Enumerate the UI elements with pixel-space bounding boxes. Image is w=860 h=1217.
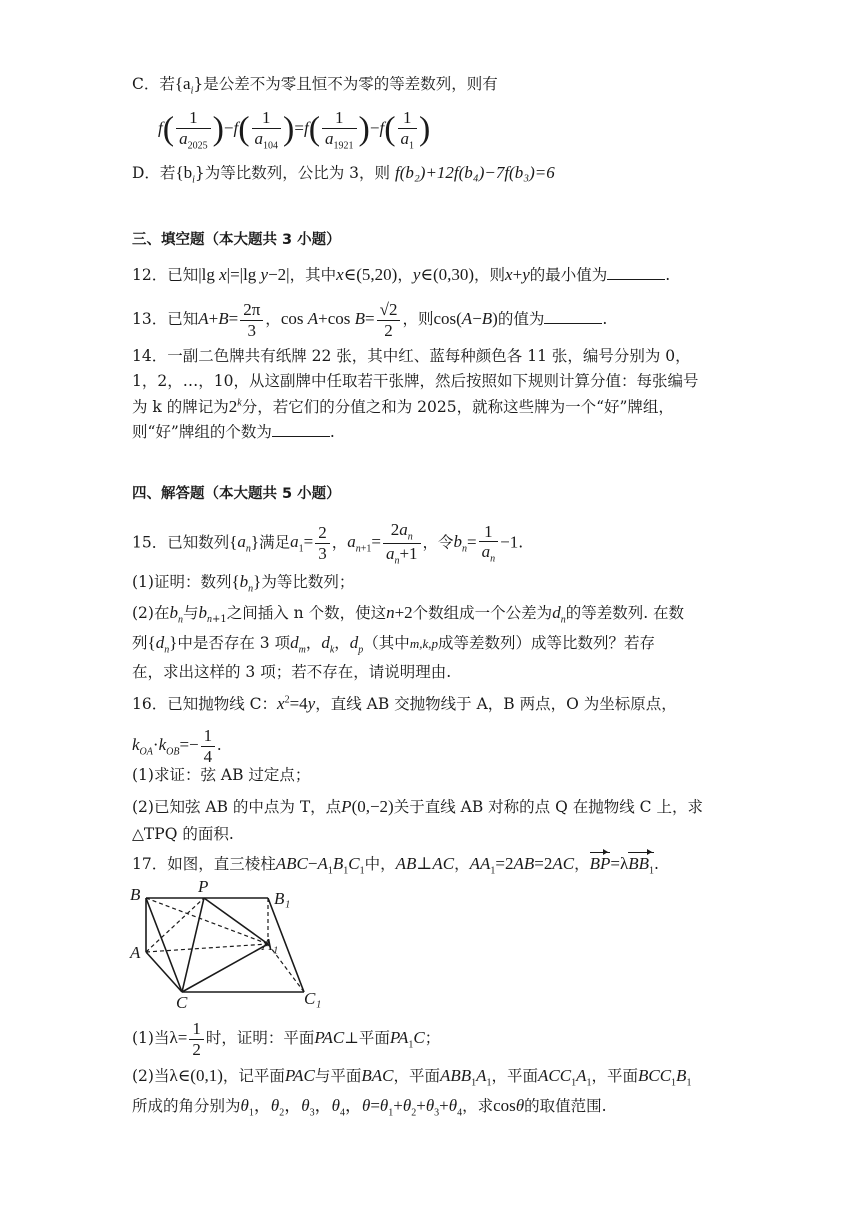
question-17-part-1: (1)当λ= $\frac{1}{2}$ 时，证明：平面PAC⊥平面$PA_1C$； (132, 1019, 441, 1059)
option-c: C．若$\{a_i\}$是公差不为零且恒不为零的等差数列，则有 (132, 74, 498, 97)
question-16-part-1: (1)求证：弦 AB 过定点； (132, 766, 311, 784)
question-14-line-2: 1，2，…，10，从这副牌中任取若干张牌，然后按照如下规则计算分值：每张编号 (132, 372, 699, 390)
edge-AC (146, 952, 182, 992)
label-C: C (176, 993, 188, 1010)
question-14-line-4: 则“好”牌组的个数为 . (132, 423, 335, 441)
question-13: 13．已知A+B= $\frac{2\pi}{3}$ ，cos A+cos B= $\frac{√2}{2}$ ，则cos(A−B)的值为 . (132, 300, 608, 340)
question-16-condition: $k_{OA}\cdot k_{OB}=-$ $\frac{1}{4}$ . (132, 726, 222, 766)
question-16-part-2-line-2: △TPQ 的面积. (132, 825, 234, 843)
label-C1: C₁ (304, 989, 322, 1008)
section-3-title: 三、填空题（本大题共 3 小题） (132, 232, 341, 248)
question-15-part-2: (2)在$b_n$与$b_{n+1}$之间插入 n 个数，使这n+2个数组成一个公差为$d_n$的等差数列. 在数 (132, 603, 685, 626)
question-16: 16．已知抛物线 C：$x^2=4y$，直线 AB 交抛物线于 A，B 两点，O 为坐标原点， (132, 694, 677, 713)
question-17: 17．如图，直三棱柱$ABC-A_1B_1C_1$中，AB⊥AC，$AA_1=2AB=2AC$，BP=λBB$_1$. (132, 854, 659, 877)
question-15: 15．已知数列$\{a_n\}$满足$a_1=$ $\frac{2}{3}$ ，$a_{n+1}=$ $\frac{2a_n}{a_n+1}$ ，令$b_n=$ $\frac{1}{a_n}$ −1. (132, 520, 524, 567)
prism-figure (128, 878, 328, 1010)
label-P: P (198, 878, 209, 896)
answer-blank[interactable] (272, 422, 330, 437)
label-A: A (130, 943, 141, 962)
answer-blank[interactable] (607, 265, 665, 280)
option-c-formula: f( $\frac{1}{a_{2025}}$ )−f( $\frac{1}{a_{104}}$ )=f( $\frac{1}{a_{1921}}$ )−f( $\frac{1}{a_1}$ ) (158, 108, 431, 151)
question-16-part-2: (2)已知弦 AB 的中点为 T，点P(0,−2)关于直线 AB 对称的点 Q 在抛物线 C 上，求 (132, 797, 703, 816)
answer-blank[interactable] (544, 309, 602, 324)
question-12: 12．已知|lg x|=|lg y−2|，其中x∈(5,20)，y∈(0,30)，则x+y的最小值为 . (132, 265, 671, 284)
question-15-part-1: (1)证明：数列$\{b_n\}$为等比数列； (132, 572, 355, 595)
question-15-part-2-line-2: 列$\{d_n\}$中是否存在 3 项$d_m$，$d_k$，$d_p$（其中m,k,p成等差数列）成等比数列？若存 (132, 633, 655, 656)
section-4-title: 四、解答题（本大题共 5 小题） (132, 486, 341, 502)
edge-A1C (182, 944, 268, 992)
edge-AP (146, 898, 204, 952)
edge-BC (146, 898, 182, 992)
option-d: D．若$\{b_i\}$为等比数列，公比为 3，则 f(b₂)+12f(b₄)−7f(b₃)=6 (132, 163, 555, 186)
question-15-part-2-line-3: 在，求出这样的 3 项；若不存在，请说明理由. (132, 663, 452, 681)
question-14-line-3: 为 k 的牌记为2$^k$分，若它们的分值之和为 2025，就称这些牌为一个“好”牌组， (132, 397, 674, 416)
label-B: B (130, 885, 141, 904)
edge-BA1 (146, 898, 268, 944)
question-17-part-2-line-2: 所成的角分别为$\theta_1$，$\theta_2$，$\theta_3$，$\theta_4$，$\theta=\theta_1+\theta_2+\theta_3+\theta_4$，求cosθ的取值范围. (132, 1096, 607, 1119)
label-B1-wrap: B₁ (274, 889, 291, 908)
question-14-line-1: 14．一副二色牌共有纸牌 22 张，其中红、蓝每种颜色各 11 张，编号分别为 0， (132, 347, 691, 365)
question-17-part-2: (2)当λ∈(0,1)，记平面PAC与平面BAC，平面$ABB_1A_1$，平面$ACC_1A_1$，平面$BCC_1B_1$ (132, 1066, 692, 1089)
label-A1: A₁ (262, 935, 279, 954)
edge-PC (182, 898, 204, 992)
edge-PA1 (204, 898, 268, 944)
